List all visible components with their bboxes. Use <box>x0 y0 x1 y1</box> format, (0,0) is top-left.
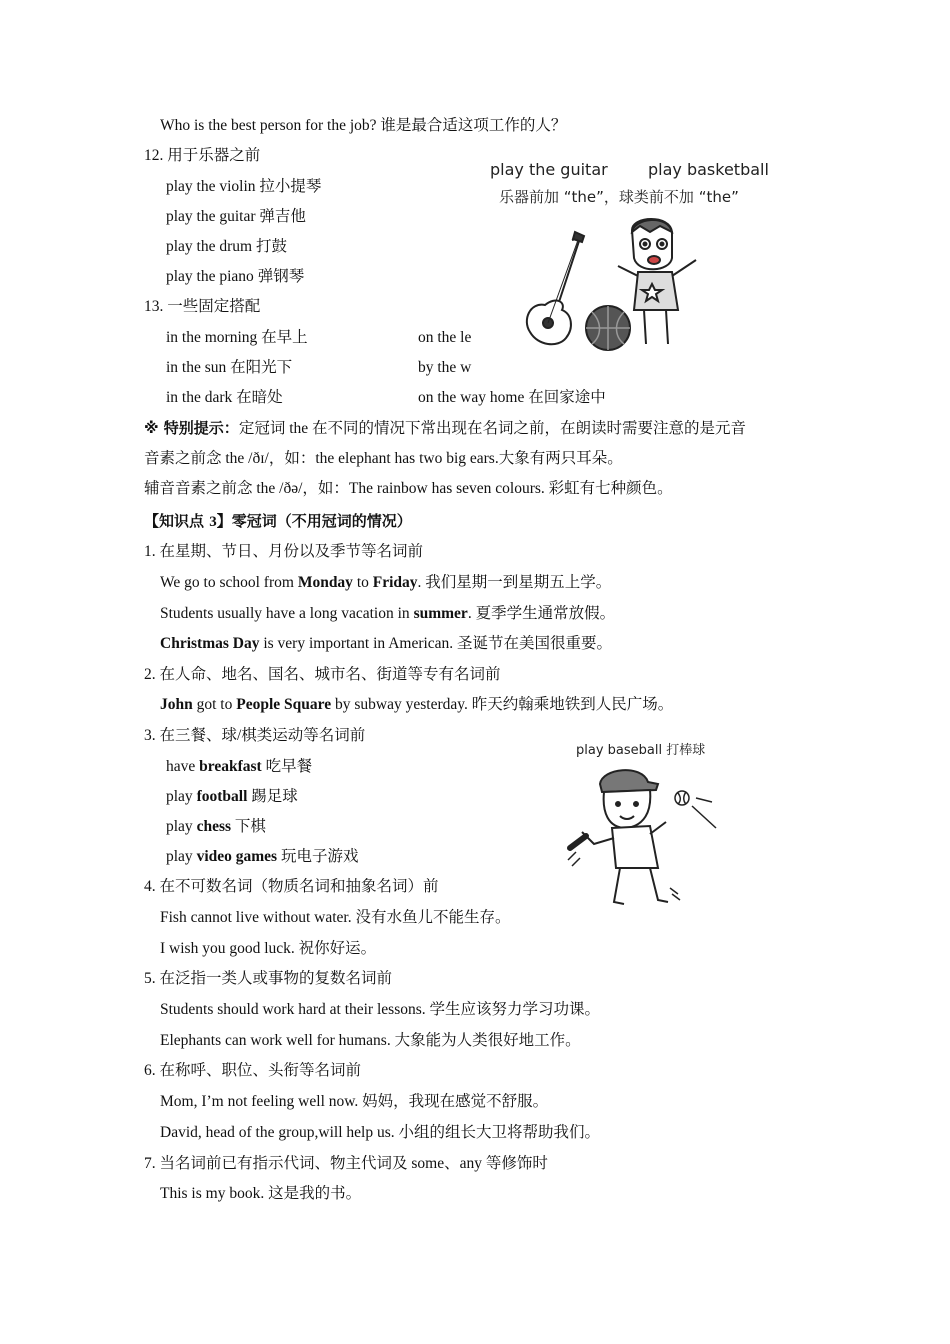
example-line: Elephants can work well for humans. 大象能为人类很好地工作。 <box>160 1032 581 1049</box>
example-line: in the dark 在暗处 <box>166 389 283 406</box>
rule-title: 5. 在泛指一类人或事物的复数名词前 <box>144 970 393 987</box>
example-line: play video games 玩电子游戏 <box>166 848 359 865</box>
example-sentence: Who is the best person for the job? 谁是最合适这项工作的人？ <box>160 117 567 134</box>
rule-title: 1. 在星期、节日、月份以及季节等名词前 <box>144 543 424 560</box>
guitar-basketball-drawing <box>500 210 730 360</box>
item-title: 13. 一些固定搭配 <box>144 298 261 315</box>
example-line: by the w <box>418 359 472 376</box>
example-line: Students usually have a long vacation in summer. 夏季学生通常放假。 <box>160 605 616 622</box>
rule-title: 6. 在称呼、职位、头衔等名词前 <box>144 1062 362 1079</box>
example-line: We go to school from Monday to Friday. 我们星期一到星期五上学。 <box>160 574 612 591</box>
baseball-player-icon <box>570 770 668 904</box>
example-line: on the le <box>418 329 472 346</box>
example-line: David, head of the group,will help us. 小组的组长大卫将帮助我们。 <box>160 1124 600 1141</box>
example-line: on the way home 在回家途中 <box>418 389 606 406</box>
example-line: in the morning 在早上 <box>166 329 308 346</box>
example-line: play chess 下棋 <box>166 818 266 835</box>
example-line: have breakfast 吃早餐 <box>166 758 313 775</box>
rule-title: 2. 在人命、地名、国名、城市名、街道等专有名词前 <box>144 666 501 683</box>
illustration-caption: play basketball <box>648 160 769 179</box>
example-line: play the drum 打鼓 <box>166 238 287 255</box>
special-tip: ※ 特别提示：定冠词 the 在不同的情况下常出现在名词之前，在朗读时需要注意的是元音 <box>144 419 747 437</box>
example-line: Mom, I’m not feeling well now. 妈妈，我现在感觉不舒服。 <box>160 1093 549 1110</box>
example-line: Students should work hard at their lessons. 学生应该努力学习功课。 <box>160 1001 601 1018</box>
illustration-caption: play the guitar <box>490 160 608 179</box>
baseball-icon <box>675 791 716 828</box>
example-line: Fish cannot live without water. 没有水鱼儿不能生存。 <box>160 909 511 926</box>
example-line: play the piano 弹钢琴 <box>166 268 305 285</box>
section-heading: 【知识点 3】零冠词（不用冠词的情况） <box>144 512 412 530</box>
baseball-player-drawing <box>566 762 726 912</box>
example-line: play football 踢足球 <box>166 788 298 805</box>
basketball-icon <box>586 306 630 350</box>
tip-line: 辅音音素之前念 the /ðə/，如：The rainbow has seven colours. 彩虹有七种颜色。 <box>144 480 673 497</box>
example-line: John got to People Square by subway yesterday. 昨天约翰乘地铁到人民广场。 <box>160 696 674 713</box>
illustration-caption: play baseball 打棒球 <box>576 743 706 758</box>
example-line: I wish you good luck. 祝你好运。 <box>160 940 377 957</box>
example-line: in the sun 在阳光下 <box>166 359 293 376</box>
illustration-caption: 乐器前加 “the”，球类前不加 “the” <box>499 188 739 206</box>
tip-label: ※ 特别提示： <box>144 419 239 437</box>
tip-line: 音素之前念 the /ðɪ/，如：the elephant has two big ears.大象有两只耳朵。 <box>144 450 623 467</box>
example-line: This is my book. 这是我的书。 <box>160 1185 362 1202</box>
rule-title: 3. 在三餐、球/棋类运动等名词前 <box>144 727 366 744</box>
rule-title: 4. 在不可数名词（物质名词和抽象名词）前 <box>144 878 439 895</box>
item-title: 12. 用于乐器之前 <box>144 147 261 164</box>
rule-title: 7. 当名词前已有指示代词、物主代词及 some、any 等修饰时 <box>144 1155 548 1172</box>
example-line: Christmas Day is very important in American. 圣诞节在美国很重要。 <box>160 635 613 652</box>
guitar-icon <box>527 232 584 344</box>
example-line: play the guitar 弹吉他 <box>166 208 306 225</box>
example-line: play the violin 拉小提琴 <box>166 178 322 195</box>
